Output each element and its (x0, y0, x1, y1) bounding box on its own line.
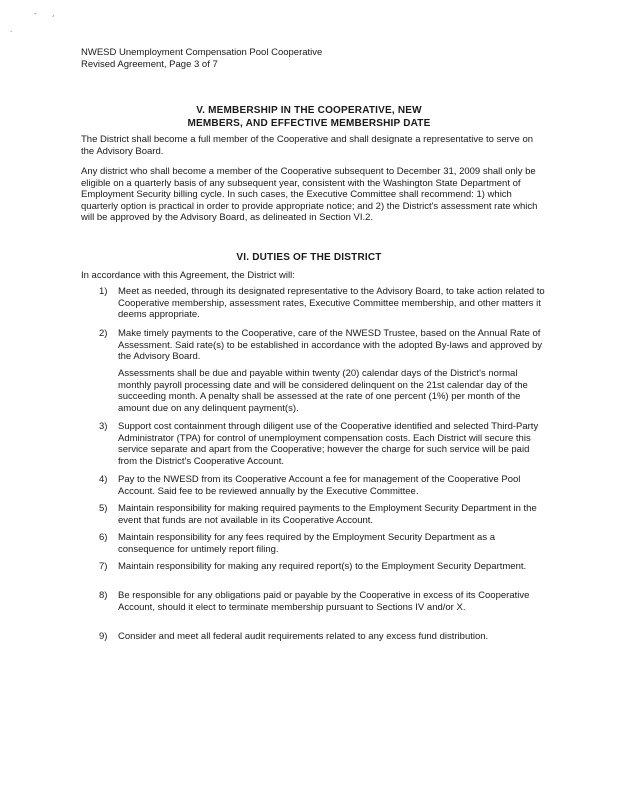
section-vi-intro: In accordance with this Agreement, the District will: (81, 270, 295, 281)
scan-mark: - , (34, 10, 55, 18)
item-text: Support cost containment through diligent use of the Cooperative identified and selected Third-Party Administrator (TPA) for control of unemployment compensation costs. Each District will secure this service separate and apart from the Cooperative; however the charge for such service will be paid from the District's Cooperative Account. (118, 421, 539, 467)
item-number: 5) (99, 503, 108, 514)
duty-item-8 (99, 590, 549, 613)
item-number: 6) (99, 532, 108, 543)
item-number: 2) (99, 328, 108, 339)
item-text: Maintain responsibility for any fees required by the Employment Security Department as a consequence for untimely report filing. (118, 532, 496, 555)
section-v-paragraph-2: Any district who shall become a member of the Cooperative subsequent to December 31, 2009 shall only be eligible on a quarterly basis of any subsequent year, consistent with the Washington State Department of Employment Security billing cycle. In such cases, the Executive Committee shall recommend: 1) which quarterly option is practical in order to provide appropriate notice; and 2) the District's assessment rate which will be approved by the Advisory Board, as delineated in Section VI.2. (81, 166, 538, 224)
item-text: Consider and meet all federal audit requirements related to any excess fund distribution. (118, 631, 489, 642)
duty-item-9 (99, 631, 549, 643)
duty-item-2 (99, 328, 549, 363)
duty-item-1 (99, 286, 549, 321)
item-number: 1) (99, 286, 108, 297)
item-text: Meet as needed, through its designated representative to the Advisory Board, to take action related to Cooperative membership, assessment rates, Executive Committee membership, and other matters it deems appropriate. (118, 286, 545, 321)
section-vi-title: VI. DUTIES OF THE DISTRICT (236, 252, 382, 263)
item-number: 7) (99, 561, 108, 572)
duty-item-7 (99, 561, 549, 573)
item-text: Be responsible for any obligations paid or payable by the Cooperative in excess of its Cooperative Account, should it elect to terminate membership pursuant to Sections IV and/or X. (118, 590, 530, 613)
duty-item-3 (99, 421, 549, 467)
item-number: 8) (99, 590, 108, 601)
item-number: 4) (99, 474, 108, 485)
section-v-paragraph-1: The District shall become a full member of the Cooperative and shall designate a representative to serve on the Advisory Board. (81, 134, 534, 157)
item-text: Make timely payments to the Cooperative, care of the NWESD Trustee, based on the Annual Rate of Assessment. Said rate(s) to be established in accordance with the adopted By-laws and approved by the Advisory Board. (118, 328, 543, 363)
header-line-1: NWESD Unemployment Compensation Pool Cooperative (81, 47, 323, 58)
item-number: 3) (99, 421, 108, 432)
duty-item-5 (99, 503, 549, 526)
section-v-title (0, 104, 618, 130)
page-header (81, 47, 322, 71)
scan-mark: . (10, 26, 13, 34)
item-text: Maintain responsibility for making any required report(s) to the Employment Security Department. (118, 561, 527, 572)
section-v-title-line-1: V. MEMBERSHIP IN THE COOPERATIVE, NEW (196, 105, 422, 116)
item-text: Maintain responsibility for making required payments to the Employment Security Department in the event that funds are not available in its Cooperative Account. (118, 503, 537, 526)
duty-item-2-subparagraph: Assessments shall be due and payable within twenty (20) calendar days of the District's normal monthly payroll processing date and will be considered delinquent on the 21st calendar day of the succeeding month. A penalty shall be assessed at the rate of one percent (1%) per month of the amount due on any delinquent payment(s). (118, 368, 528, 414)
duty-item-6 (99, 532, 549, 555)
section-v-title-line-2: MEMBERS, AND EFFECTIVE MEMBERSHIP DATE (187, 118, 431, 129)
duty-item-4 (99, 474, 549, 497)
header-line-2: Revised Agreement, Page 3 of 7 (81, 59, 218, 70)
item-number: 9) (99, 631, 108, 642)
item-text: Pay to the NWESD from its Cooperative Account a fee for management of the Cooperative Pool Account. Said fee to be reviewed annually by the Executive Committee. (118, 474, 521, 497)
